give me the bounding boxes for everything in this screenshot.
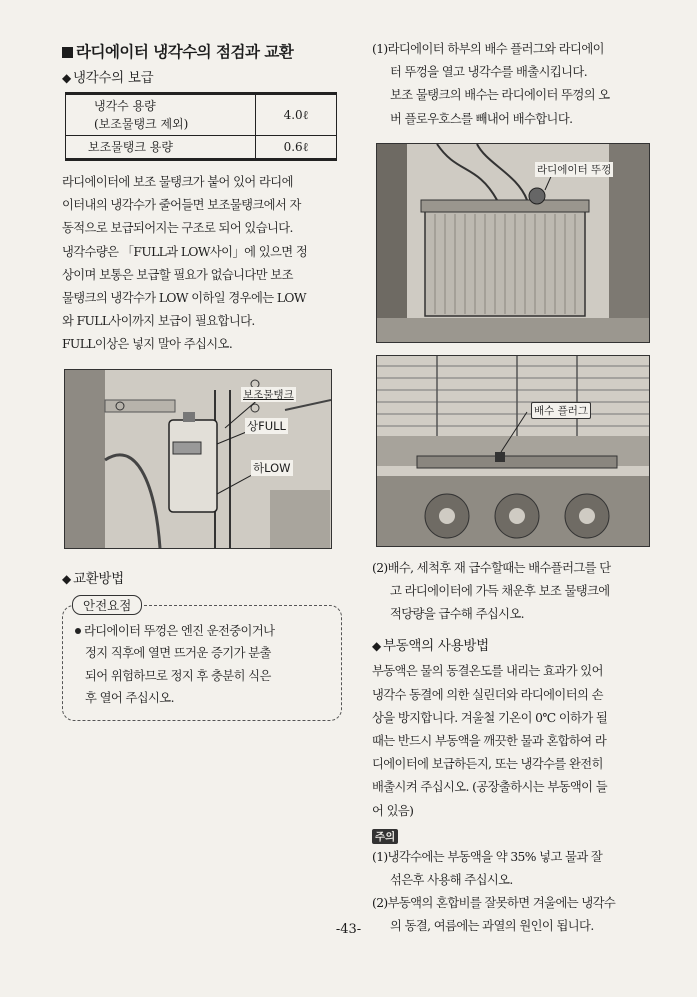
square-bullet-icon [62,47,73,58]
table-row [66,95,337,136]
caution-label: 주의 [372,829,398,844]
diamond-icon: ◆ [372,639,381,654]
safety-label: 안전요점 [72,595,142,615]
table-row [66,136,337,159]
subheading-refill: ◆ 냉각수의 보급 [62,70,154,86]
capacity-note: (보조물탱크 제외) [94,117,189,131]
radiator-cap-callout: 라디에이터 뚜껑 [537,163,612,176]
low-callout: 하LOW [253,460,291,475]
subheading-exchange: ◆ 교환방법 [62,570,124,587]
safety-box: 라디에이터 뚜껑은 엔진 운전중이거나 정지 직후에 열면 뜨거운 증기가 분출 되어 위험하므로 정지 후 충분히 식은 후 열어 주십시오. [62,605,342,721]
refill-step: (2)배수, 세척후 재 급수할때는 배수플러그를 단 고 라디에이터에 가득 채운후 보조 물탱크에 적당량을 급수해 주십시오. [372,560,611,622]
aux-tank-value: 0.6ℓ [256,136,337,159]
capacity-table [65,92,337,161]
section-title: 라디에이터 냉각수의 점검과 교환 [62,40,344,62]
page-number: -43- [335,922,362,937]
drain-step: (1)라디에이터 하부의 배수 플러그와 라디에이 터 뚜껑을 열고 냉각수를 배출시킵니다. 보조 물탱크의 배수는 라디에이터 뚜껑의 오 버 플로우호스를 빼내어 배수합니다. [372,42,610,126]
right-column [372,38,654,939]
full-callout: 상FULL [247,418,286,433]
subheading-antifreeze: ◆ 부동액의 사용방법 [372,638,489,655]
capacity-label: 냉각수 용량 [94,99,156,113]
diamond-icon: ◆ [62,571,71,586]
diamond-icon: ◆ [62,71,71,85]
drain-plug-callout: 배수 플러그 [531,402,591,419]
undercarriage-illustration [377,356,649,546]
refill-paragraph: 라디에이터에 보조 물탱크가 붙어 있어 라디에 이터내의 냉각수가 줄어들면 보조물탱크에서 자 동적으로 보급되어지는 구조로 되어 있습니다. 냉각수량은 「FULL과 LOW사이」에 있으면 정 상이며 보통은 보급할 필요가 없습니다만 보조 물탱크의 냉각수가 LOW 이하일 경우에는 LOW 와 FULL사이까지 보급이 필요합니다. FULL이상은 넣지 말아 주십시오. [62,175,308,352]
left-column [62,38,344,721]
aux-tank-label: 보조물탱크 용량 [66,136,256,159]
radiator-cap-figure [376,143,650,343]
antifreeze-paragraph: 부동액은 물의 동결온도를 내리는 효과가 있어 냉각수 동결에 의한 실린더와 라디에이터의 손 상을 방지합니다. 겨울철 기온이 0℃ 이하가 될 때는 반드시 부동액을 깨끗한 물과 혼합하여 라 디에이터에 보급하든지, 또는 냉각수를 완전히 배출시켜 주십시오. (공장출하시는 부동액이 들 어 있음) [372,664,608,818]
drain-plug-figure [376,355,650,547]
aux-tank-figure [64,369,332,549]
bullet-icon [75,628,81,634]
caution-notes: (1)냉각수에는 부동액을 약 35% 넣고 물과 잘 섞은후 사용해 주십시오. (2)부동액의 혼합비를 잘못하면 겨울에는 냉각수 의 동결, 여름에는 과열의 원인이 됩니다. [372,849,616,934]
tank-callout: 보조물탱크 [243,388,294,401]
capacity-value: 4.0ℓ [256,95,337,136]
safety-notice [62,595,344,721]
